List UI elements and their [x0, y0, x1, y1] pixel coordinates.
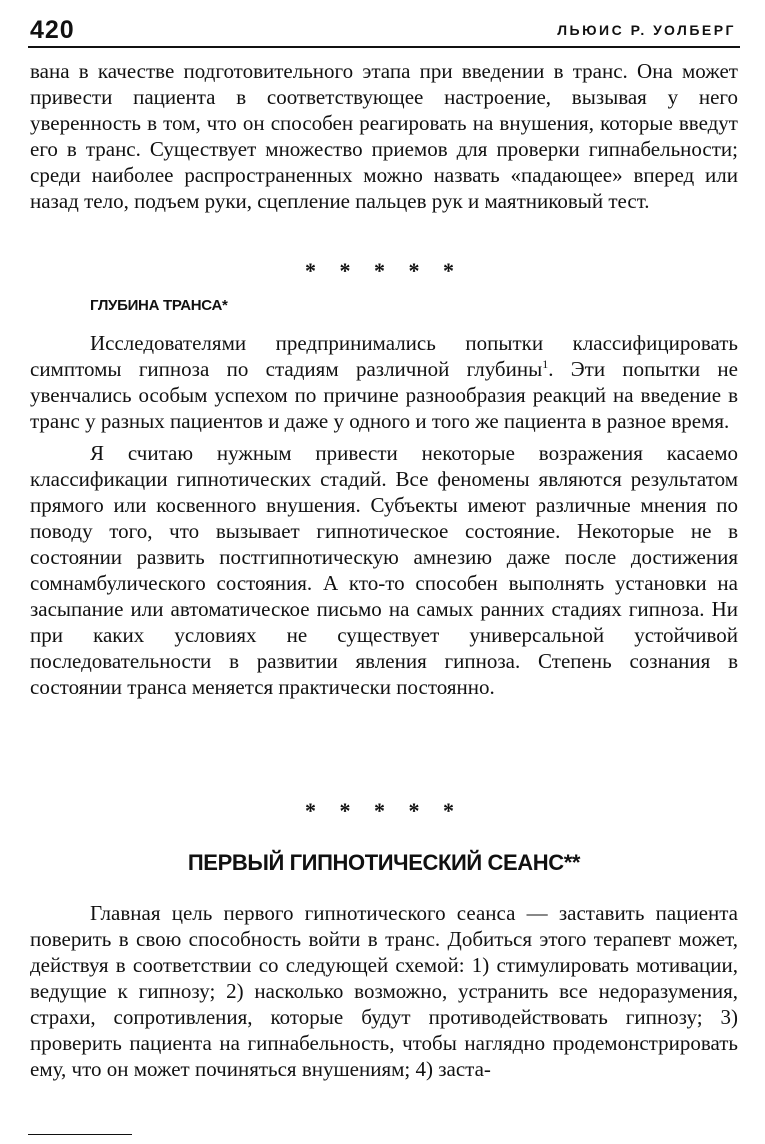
page-number: 420 [30, 16, 75, 44]
continued-paragraph: вана в качестве подготовительного этапа при введении в транс. Она может привести пациента в соответствующее настроение, вызывая у него уверенность в том, что он способен реагировать на внушения, которые введут его в транс. Существует множество приемов для проверки гипнабельности; среди наиболее распространенных можно назвать «падающее» вперед или назад тело, подъем руки, сцепление пальцев рук и маятниковый тест. [30, 59, 738, 213]
header-rule [28, 46, 740, 48]
paragraph-depth-1-text: Исследователями предпринимались попытки классифицировать симптомы гипноза по стадиям различной глубины [30, 331, 738, 381]
section-paragraph: Главная цель первого гипнотического сеанса — заставить пациента поверить в свою способность войти в транс. Добиться этого терапевт может, действуя в соответствии со следующей схемой: 1) стимулировать мотивации, ведущие к гипнозу; 2) насколько возможно, устранить все недоразумения, страхи, сопротивления, которые будут противодействовать гипнозу; 3) проверить пациента на гипнабельность, чтобы наглядно продемонстрировать ему, что он может починяться внушениям; 4) заста- [30, 901, 738, 1081]
section-separator: * * * * * [305, 258, 463, 283]
book-page [28, 0, 740, 1144]
footnote-rule [28, 1134, 132, 1135]
running-head [28, 14, 740, 44]
section-separator-2: * * * * * [305, 798, 463, 823]
paragraph-depth-2: Я считаю нужным привести некоторые возражения касаемо классификации гипнотических стадий. Все феномены являются результатом прямого или косвенного внушения. Субъекты имеют различные мнения по поводу того, что вызывает гипнотическое состояние. Некоторые не в состоянии развить постгипнотическую амнезию даже после достижения сомнамбулического состояния. А кто-то способен выполнять установки на засыпание или автоматическое письмо на самых ранних стадиях гипноза. Ни при каких условиях не существует универсальной устойчивой последовательности в развитии явления гипноза. Степень сознания в состоянии транса меняется практически постоянно. [30, 441, 738, 699]
footnote-ref: 1 [542, 357, 549, 371]
paragraph-depth-1 [30, 330, 738, 434]
running-title: ЛЬЮИС Р. УОЛБЕРГ [557, 22, 736, 38]
section-heading: ПЕРВЫЙ ГИПНОТИЧЕСКИЙ СЕАНС** [187, 850, 581, 875]
subsection-body [30, 330, 738, 706]
paragraph-depth-1-rest: . Эти попытки не увенчались особым успехом по причине разнообразия реакций на введение в транс у разных пациентов и даже у одного и того же пациента в разное время. [30, 357, 738, 433]
subsection-heading: ГЛУБИНА ТРАНСА* [90, 297, 228, 314]
